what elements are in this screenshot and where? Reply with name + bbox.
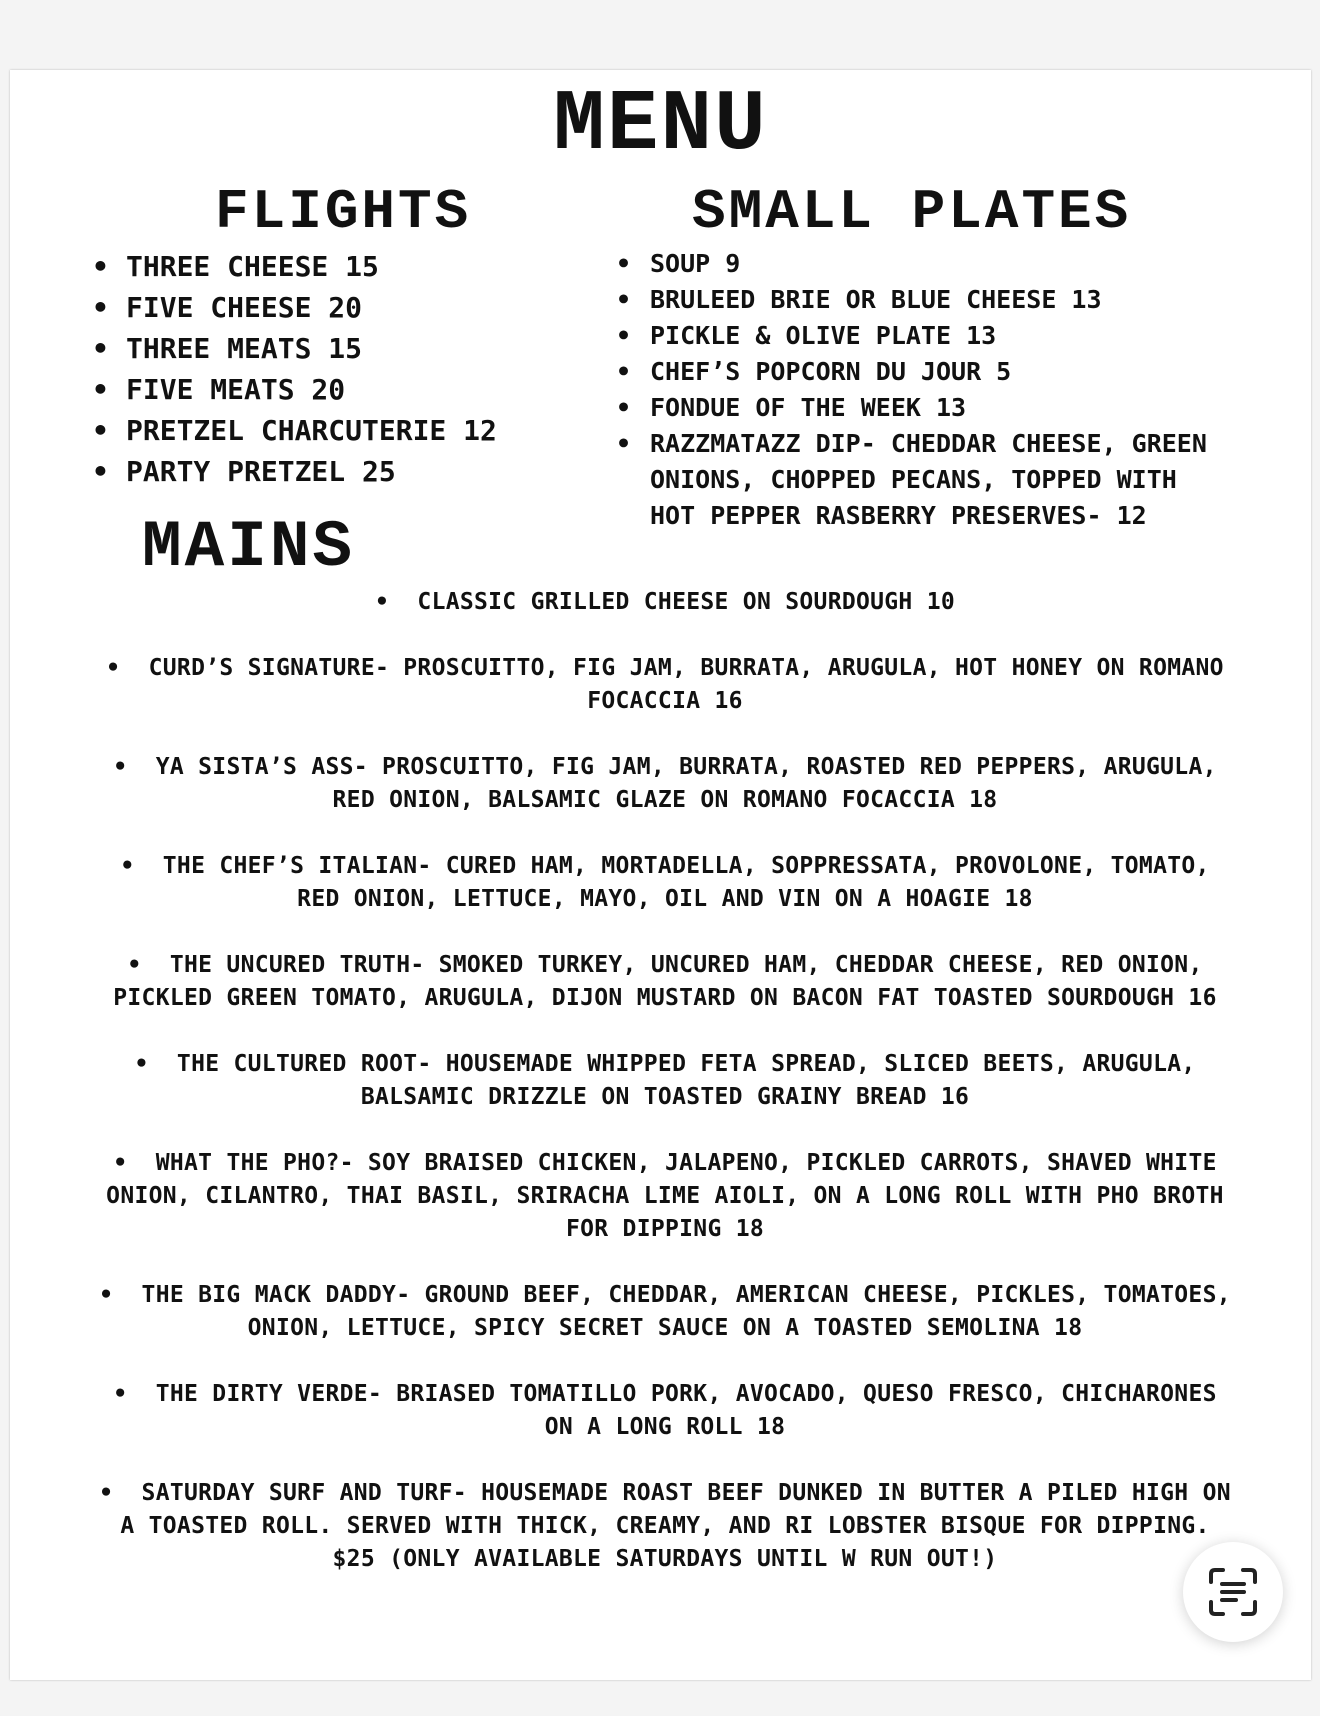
list-item: • WHAT THE PHO?- SOY BRAISED CHICKEN, JALAPENO, PICKLED CARROTS, SHAVED WHITE ONION, CILANTRO, THAI BASIL, SRIRACHA LIME AIOLI, ON A LONG ROLL WITH PHO BROTH FOR DIPPING 18: [95, 1147, 1235, 1246]
mains-heading: MAINS: [142, 510, 356, 585]
list-item: • THREE CHEESE 15: [92, 246, 497, 287]
list-item: • FONDUE OF THE WEEK 13: [616, 390, 1236, 426]
list-item: • CLASSIC GRILLED CHEESE ON SOURDOUGH 10: [95, 586, 1235, 619]
list-item: • PRETZEL CHARCUTERIE 12: [92, 410, 497, 451]
list-item: • PARTY PRETZEL 25: [92, 451, 497, 492]
list-item: • FIVE MEATS 20: [92, 369, 497, 410]
flights-list: [92, 246, 497, 492]
list-item: • THE CHEF’S ITALIAN- CURED HAM, MORTADELLA, SOPPRESSATA, PROVOLONE, TOMATO, RED ONION, LETTUCE, MAYO, OIL AND VIN ON A HOAGIE 18: [95, 850, 1235, 916]
small-plates-heading: SMALL PLATES: [692, 180, 1132, 244]
list-item: • YA SISTA’S ASS- PROSCUITTO, FIG JAM, BURRATA, ROASTED RED PEPPERS, ARUGULA, RED ONION, BALSAMIC GLAZE ON ROMANO FOCACCIA 18: [95, 751, 1235, 817]
flights-heading: FLIGHTS: [215, 180, 472, 244]
list-item: • THE UNCURED TRUTH- SMOKED TURKEY, UNCURED HAM, CHEDDAR CHEESE, RED ONION, PICKLED GREEN TOMATO, ARUGULA, DIJON MUSTARD ON BACON FAT TOASTED SOURDOUGH 16: [95, 949, 1235, 1015]
list-item: • THE CULTURED ROOT- HOUSEMADE WHIPPED FETA SPREAD, SLICED BEETS, ARUGULA, BALSAMIC DRIZZLE ON TOASTED GRAINY BREAD 16: [95, 1048, 1235, 1114]
list-item: • THE DIRTY VERDE- BRIASED TOMATILLO PORK, AVOCADO, QUESO FRESCO, CHICHARONES ON A LONG ROLL 18: [95, 1378, 1235, 1444]
list-item: • FIVE CHEESE 20: [92, 287, 497, 328]
list-item: • SATURDAY SURF AND TURF- HOUSEMADE ROAST BEEF DUNKED IN BUTTER A PILED HIGH ON A TOASTED ROLL. SERVED WITH THICK, CREAMY, AND RI LOBSTER BISQUE FOR DIPPING. $25 (ONLY AVAILABLE SATURDAYS UNTIL W RUN OUT!): [95, 1477, 1235, 1576]
list-item: • THE BIG MACK DADDY- GROUND BEEF, CHEDDAR, AMERICAN CHEESE, PICKLES, TOMATOES, ONION, LETTUCE, SPICY SECRET SAUCE ON A TOASTED SEMOLINA 18: [95, 1279, 1235, 1345]
live-text-button[interactable]: [1183, 1542, 1283, 1642]
list-item: • THREE MEATS 15: [92, 328, 497, 369]
small-plates-list: [616, 246, 1236, 534]
list-item: • RAZZMATAZZ DIP- CHEDDAR CHEESE, GREEN ONIONS, CHOPPED PECANS, TOPPED WITH HOT PEPPER RASBERRY PRESERVES- 12: [616, 426, 1236, 534]
list-item: • CHEF’S POPCORN DU JOUR 5: [616, 354, 1236, 390]
live-text-icon: [1205, 1564, 1261, 1620]
menu-title: MENU: [553, 76, 768, 174]
menu-page: [10, 70, 1311, 1680]
list-item: • BRULEED BRIE OR BLUE CHEESE 13: [616, 282, 1236, 318]
list-item: • PICKLE & OLIVE PLATE 13: [616, 318, 1236, 354]
mains-list: [95, 586, 1235, 1609]
list-item: • CURD’S SIGNATURE- PROSCUITTO, FIG JAM, BURRATA, ARUGULA, HOT HONEY ON ROMANO FOCACCIA 16: [95, 652, 1235, 718]
list-item: • SOUP 9: [616, 246, 1236, 282]
